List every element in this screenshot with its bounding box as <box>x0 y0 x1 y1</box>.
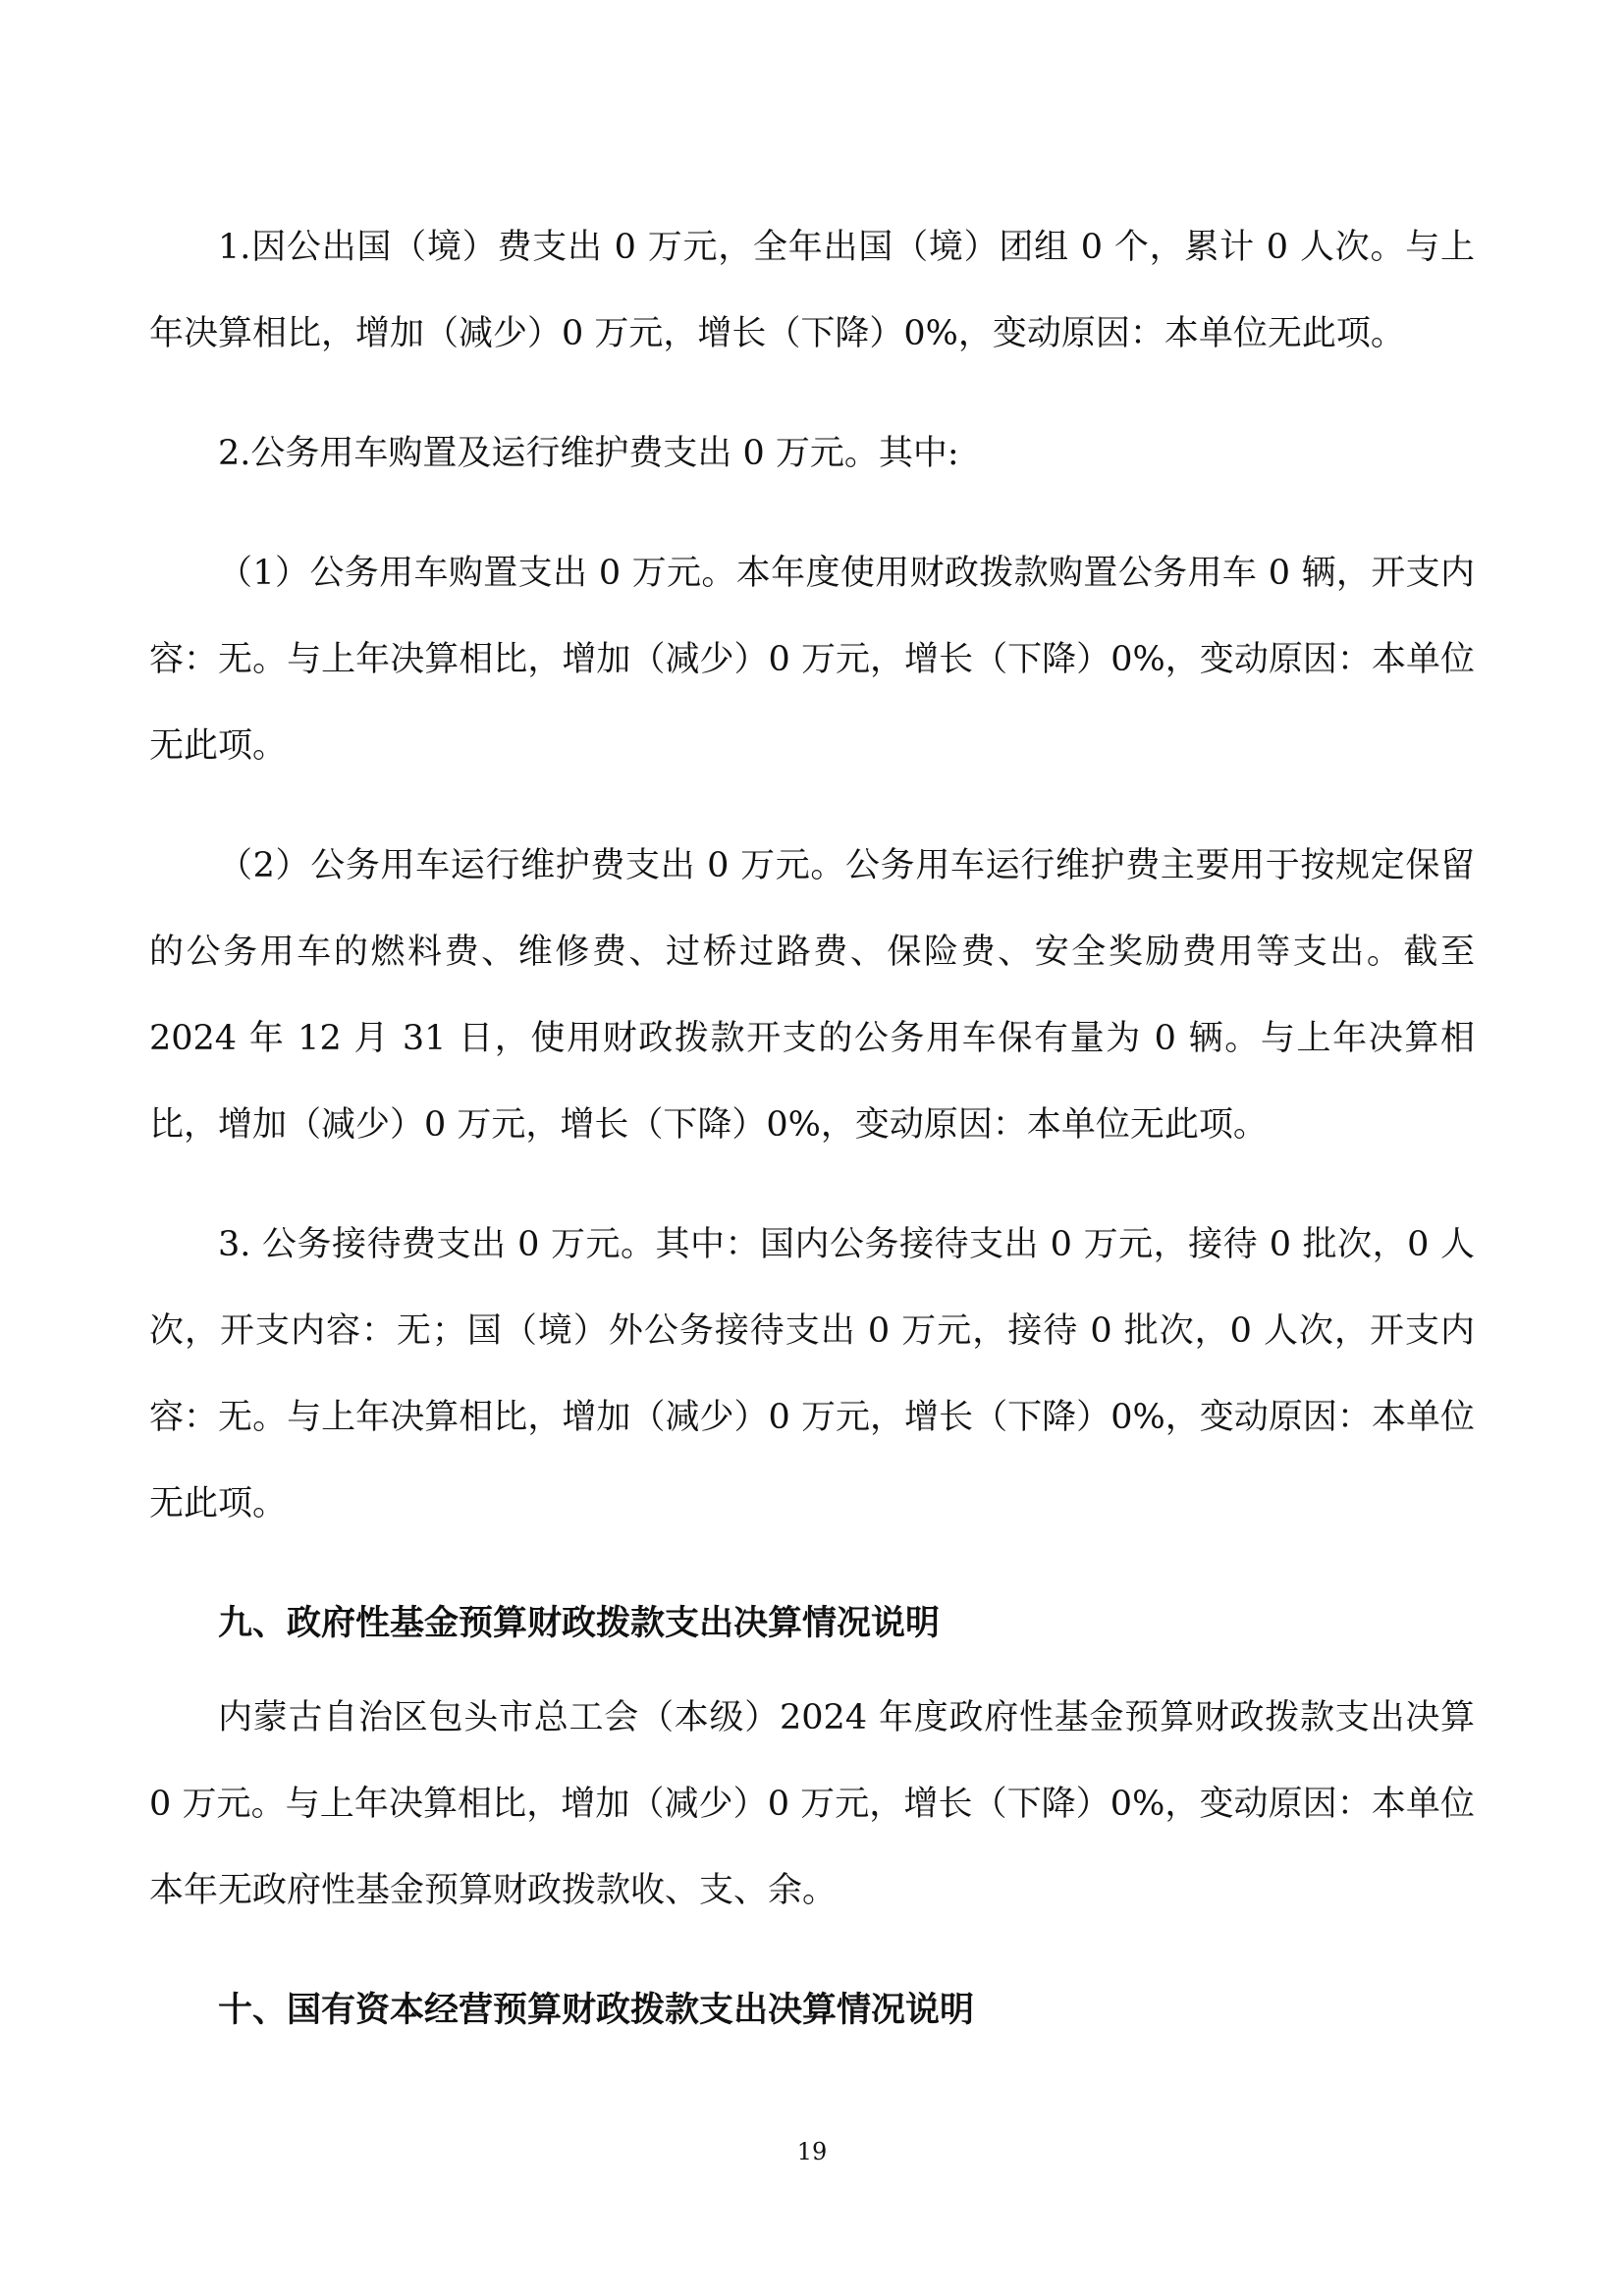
page-number: 19 <box>796 2138 828 2165</box>
paragraph-outbound-travel: 1.因公出国（境）费支出 0 万元，全年出国（境）团组 0 个，累计 0 人次。与上年决算相比，增加（减少）0 万元，增长（下降）0%，变动原因：本单位无此项。 <box>149 228 1475 353</box>
section-heading-government-fund: 九、政府性基金预算财政拨款支出决算情况说明 <box>218 1604 941 1643</box>
spacer <box>149 1547 1475 1580</box>
spacer <box>149 377 1475 410</box>
spacer <box>149 789 1475 823</box>
spacer <box>149 1934 1475 1967</box>
paragraph-reception: 3. 公务接待费支出 0 万元。其中：国内公务接待支出 0 万元，接待 0 批次，0 人次，开支内容：无；国（境）外公务接待支出 0 万元，接待 0 批次，0 人次，开支内容：无。与上年决算相比，增加（减少）0 万元，增长（下降）0%，变动原因：本单位无此项。 <box>149 1225 1475 1523</box>
paragraph-vehicle-purchase: （1）公务用车购置支出 0 万元。本年度使用财政拨款购置公务用车 0 辆，开支内容：无。与上年决算相比，增加（减少）0 万元，增长（下降）0%，变动原因：本单位无此项。 <box>149 554 1475 766</box>
paragraph-vehicle-summary: 2.公务用车购置及运行维护费支出 0 万元。其中: <box>218 434 959 473</box>
paragraph-vehicle-maintenance: （2）公务用车运行维护费支出 0 万元。公务用车运行维护费主要用于按规定保留的公务用车的燃料费、维修费、过桥过路费、保险费、安全奖励费用等支出。截至 2024 年 12 月 31 日，使用财政拨款开支的公务用车保有量为 0 辆。与上年决算相比，增加（减少）0 万元，增长（下降）0%，变动原因：本单位无此项。 <box>149 846 1475 1145</box>
spacer <box>149 1168 1475 1201</box>
paragraph-government-fund: 内蒙古自治区包头市总工会（本级）2024 年度政府性基金预算财政拨款支出决算 0 万元。与上年决算相比，增加（减少）0 万元，增长（下降）0%，变动原因：本单位本年无政府性基金预算财政拨款收、支、余。 <box>149 1698 1475 1910</box>
spacer <box>149 497 1475 530</box>
page-content <box>149 204 1475 2054</box>
section-heading-state-capital: 十、国有资本经营预算财政拨款支出决算情况说明 <box>218 1991 975 2030</box>
spacer <box>149 1667 1475 1675</box>
